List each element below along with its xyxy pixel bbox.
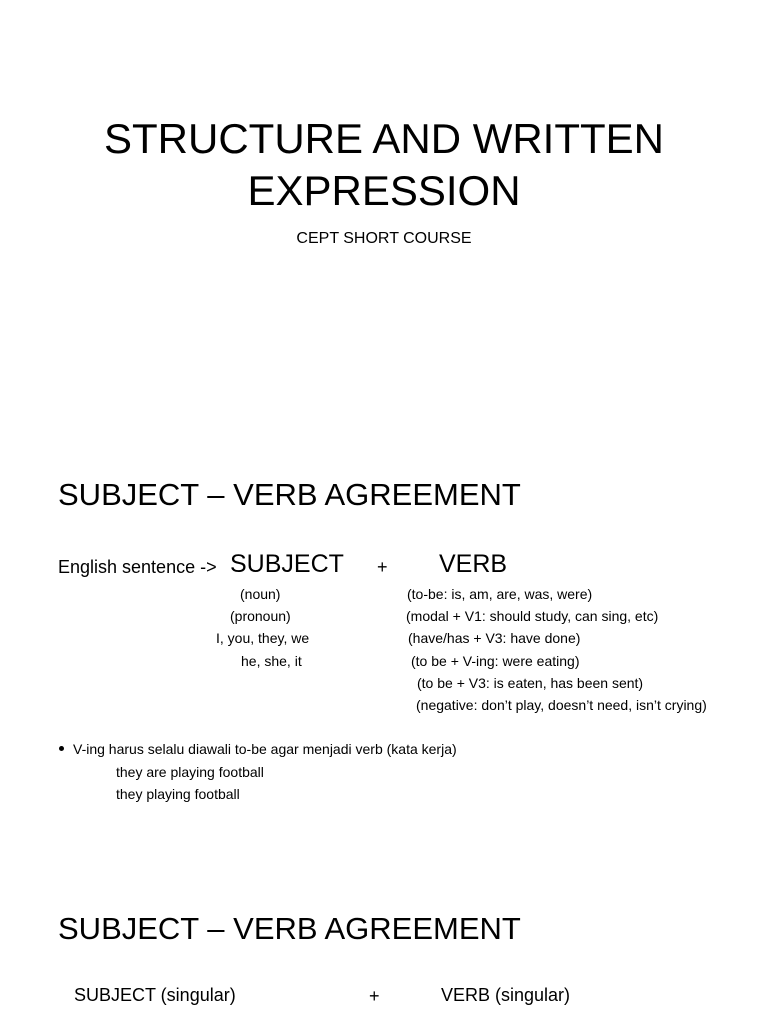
subject-item: I, you, they, we [216,630,310,646]
verb-item: (to be + V-ing: were eating) [411,653,580,669]
slide-title-line2: EXPRESSION [247,167,521,214]
example-line: they playing football [116,786,240,802]
verb-singular-label: VERB (singular) [441,985,571,1005]
verb-item: (modal + V1: should study, can sing, etc) [406,608,659,624]
verb-label: VERB [439,550,508,578]
bullet-icon [59,746,64,751]
slide-title-line1: STRUCTURE AND WRITTEN [104,115,664,162]
bullet-text: V-ing harus selalu diawali to-be agar menjadi verb (kata kerja) [73,741,457,757]
verb-item: (have/has + V3: have done) [408,630,581,646]
subject-label: SUBJECT [230,550,344,578]
section-heading: SUBJECT – VERB AGREEMENT [58,477,521,512]
subject-singular-label: SUBJECT (singular) [74,985,236,1005]
verb-item: (negative: don’t play, doesn’t need, isn’t crying) [416,697,707,713]
plus-sign: + [377,557,388,577]
verb-item: (to-be: is, am, are, was, were) [407,586,593,602]
subject-item: (noun) [240,586,281,602]
slide-subtitle: CEPT SHORT COURSE [296,230,472,247]
plus-sign: + [369,986,380,1006]
subject-item: (pronoun) [230,608,291,624]
sentence-label: English sentence -> [58,557,217,577]
example-line: they are playing football [116,764,264,780]
subject-item: he, she, it [241,653,302,669]
section-heading: SUBJECT – VERB AGREEMENT [58,911,521,946]
verb-item: (to be + V3: is eaten, has been sent) [417,675,644,691]
